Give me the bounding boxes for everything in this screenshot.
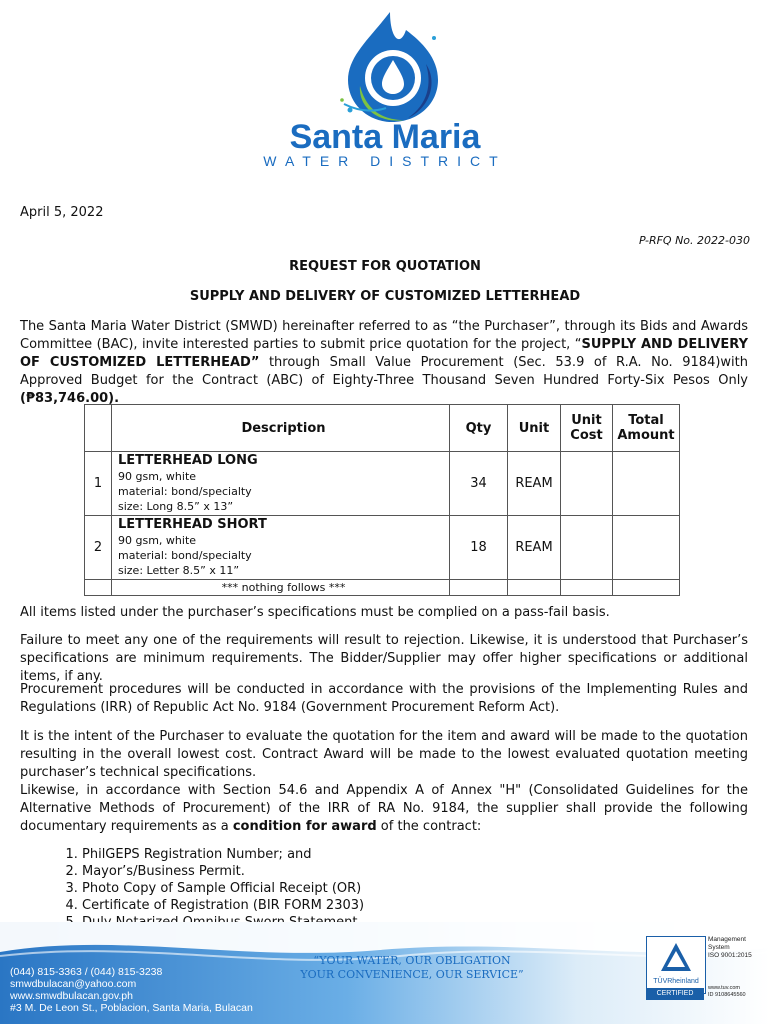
table-header-row — [85, 405, 680, 452]
header-unit-cost-2: Cost — [570, 428, 603, 443]
cert-mgmt-2: System — [708, 944, 730, 951]
header-total-2: Amount — [617, 428, 675, 443]
tuv-logo-icon — [647, 937, 705, 989]
document-subtitle: SUPPLY AND DELIVERY OF CUSTOMIZED LETTERHEAD — [189, 289, 581, 304]
header-unit: Unit — [508, 405, 561, 452]
header-num — [85, 405, 112, 452]
specs-paragraph: All items listed under the purchaser’s specifications must be complied on a pass-fail basis. — [20, 605, 610, 620]
row-description — [112, 516, 450, 580]
header-total-amount — [613, 405, 680, 452]
row-num: 2 — [85, 516, 112, 580]
row-qty: 18 — [450, 516, 508, 580]
likewise-bold: condition for award — [232, 819, 377, 834]
footer-slogan — [292, 954, 532, 982]
header-description: Description — [112, 405, 450, 452]
row-description — [112, 452, 450, 516]
intro-text-1: The Santa Maria Water District (SMWD) hereinafter referred to as “the Purchaser”, through its Bids and Awards Committee (BAC), invite interested parties to submit price quotation for the project, “ — [20, 319, 748, 352]
cert-id-text — [708, 985, 746, 999]
header-unit-cost — [561, 405, 613, 452]
intro-text-2: through Small Value Procurement (Sec. 53.9 of R.A. No. 9184)with Approved Budget for the Contract (ABC) of Eighty-Three Thousand Seven Hundred Forty-Six Pesos Only — [20, 355, 748, 388]
cert-url: www.tuv.com — [708, 985, 740, 991]
likewise-text-2: of the contract: — [376, 819, 482, 834]
row-unit-cost — [561, 580, 613, 596]
likewise-text-1: Likewise, in accordance with Section 54.6 and Appendix A of Annex "H" (Consolidated Guidelines for the Alternative Methods of Procurement) of the IRR of RA No. 9184, the supplier shall provide the following documentary requirements as a — [20, 783, 748, 834]
item-spec-2: material: bond/specialty — [118, 549, 252, 562]
item-spec-2: material: bond/specialty — [118, 485, 252, 498]
procurement-paragraph: Procurement procedures will be conducted in accordance with the provisions of the Implementing Rules and Regulations (IRR) of Republic Act No. 9184 (Government Procurement Reform Act). — [20, 682, 748, 715]
item-name: LETTERHEAD SHORT — [118, 517, 267, 532]
cert-mgmt-1: Management — [708, 936, 746, 943]
row-unit-cost — [561, 452, 613, 516]
document-title: REQUEST FOR QUOTATION — [289, 259, 481, 274]
list-item: 1. PhilGEPS Registration Number; and — [82, 846, 364, 863]
nothing-follows: *** nothing follows *** — [112, 580, 450, 596]
list-item: 3. Photo Copy of Sample Official Receipt (OR) — [82, 880, 364, 897]
footer-website: www.smwdbulacan.gov.ph — [10, 990, 133, 1002]
slogan-line-2: YOUR CONVENIENCE, OUR SERVICE” — [300, 968, 524, 981]
org-subtitle: WATER DISTRICT — [263, 153, 507, 169]
list-item: 2. Mayor’s/Business Permit. — [82, 863, 364, 880]
row-total-amount — [613, 516, 680, 580]
row-num: 1 — [85, 452, 112, 516]
table-row — [85, 516, 680, 580]
header-total-1: Total — [628, 413, 664, 428]
header-qty: Qty — [450, 405, 508, 452]
items-table — [84, 404, 680, 596]
cert-brand: TÜVRheinland — [653, 978, 699, 985]
row-total-amount — [613, 452, 680, 516]
item-name: LETTERHEAD LONG — [118, 453, 258, 468]
row-unit: REAM — [508, 452, 561, 516]
letter-date: April 5, 2022 — [20, 205, 104, 220]
row-num — [85, 580, 112, 596]
table-row — [85, 452, 680, 516]
cert-id: ID 9108645560 — [708, 992, 746, 998]
row-qty: 34 — [450, 452, 508, 516]
cert-management-text — [708, 936, 752, 960]
rfq-number: P-RFQ No. 2022-030 — [638, 234, 750, 247]
certification-badge — [646, 936, 706, 994]
intro-paragraph — [20, 318, 748, 408]
intro-amount: (₱83,746.00). — [20, 391, 120, 406]
cert-label: CERTIFIED — [646, 988, 704, 1000]
item-spec-3: size: Letter 8.5” x 11” — [118, 564, 240, 577]
requirements-list — [62, 846, 364, 931]
failure-paragraph: Failure to meet any one of the requirements will result to rejection. Likewise, it is understood that Purchaser’s specifications are minimum requirements. The Bidder/Supplier may offer higher specifications or additional items, if any. — [20, 633, 748, 684]
likewise-paragraph — [20, 782, 748, 836]
list-item: 4. Certificate of Registration (BIR FORM 2303) — [82, 897, 364, 914]
water-drop-logo-icon — [330, 8, 460, 128]
row-unit-cost — [561, 516, 613, 580]
row-qty — [450, 580, 508, 596]
intro-project: SUPPLY AND DELIVERY OF CUSTOMIZED LETTERHEAD” — [20, 337, 748, 370]
footer-phone: (044) 815-3363 / (044) 815-3238 — [10, 966, 163, 978]
cert-iso: ISO 9001:2015 — [708, 952, 752, 959]
table-row-nothing-follows — [85, 580, 680, 596]
item-spec-1: 90 gsm, white — [118, 534, 197, 547]
header-unit-cost-1: Unit — [571, 413, 602, 428]
row-unit: REAM — [508, 516, 561, 580]
footer-contact — [10, 966, 253, 1014]
footer-address: #3 M. De Leon St., Poblacion, Santa Maria, Bulacan — [10, 1002, 253, 1014]
org-name: Santa Maria — [289, 118, 481, 156]
row-unit — [508, 580, 561, 596]
item-spec-1: 90 gsm, white — [118, 470, 197, 483]
footer-email: smwdbulacan@yahoo.com — [10, 978, 137, 990]
row-total-amount — [613, 580, 680, 596]
item-spec-3: size: Long 8.5” x 13” — [118, 500, 234, 513]
intent-paragraph: It is the intent of the Purchaser to evaluate the quotation for the item and award will be made to the quotation resulting in the overall lowest cost. Contract Award will be made to the lowest evaluated quotation meeting purchaser’s technical specifications. — [20, 729, 748, 780]
slogan-line-1: “YOUR WATER, OUR OBLIGATION — [313, 954, 511, 967]
